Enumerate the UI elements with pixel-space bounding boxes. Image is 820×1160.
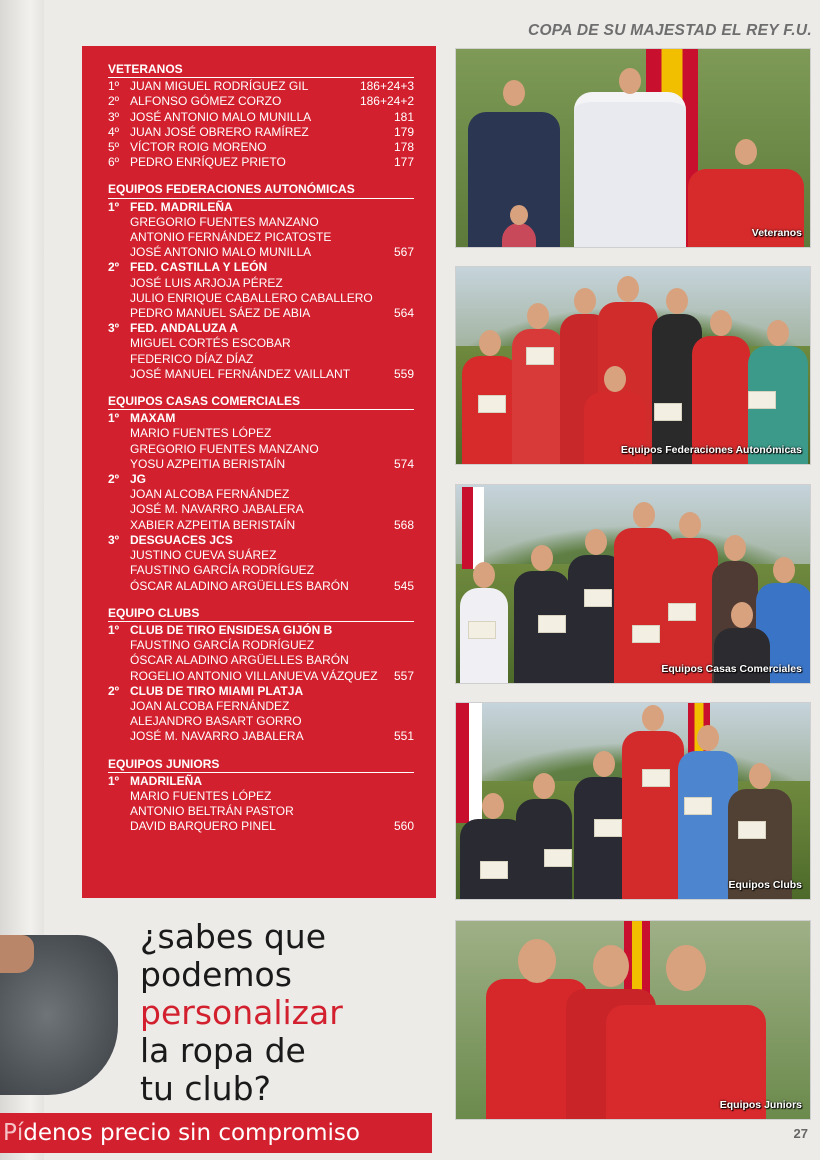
team-score: 551 [393,729,414,744]
team-member: JUSTINO CUEVA SUÁREZ [130,548,277,563]
team-name-row [108,260,414,275]
team-member-row [108,548,414,563]
team-member: PEDRO MANUEL SÁEZ DE ABIA [130,306,311,321]
result-row [108,155,414,170]
result-name-cell [108,110,311,125]
result-position: 6º [108,155,120,170]
team-member-row [108,804,414,819]
result-score: 177 [393,155,414,170]
result-score: 179 [393,124,414,139]
team-name-row [108,623,414,638]
result-score: 181 [393,109,414,124]
certificate [478,395,506,413]
team-member: GREGORIO FUENTES MANZANO [130,441,319,456]
result-name: JUAN JOSÉ OBRERO RAMÍREZ [130,124,309,139]
team-member: ÓSCAR ALADINO ARGÜELLES BARÓN [130,578,349,593]
result-name-cell [108,155,286,170]
photo-caption: Equipos Federaciones Autonómicas [620,444,802,456]
team-member-row [108,669,414,684]
section-title: EQUIPOS FEDERACIONES AUTONÓMICAS [108,182,414,198]
team-name-row [108,200,414,215]
hand-graphic [0,935,118,1095]
team-member: ANTONIO BELTRÁN PASTOR [130,804,294,819]
comerciales-section [108,394,414,594]
team-member: ANTONIO FERNÁNDEZ PICATOSTE [130,230,332,245]
result-name: PEDRO ENRÍQUEZ PRIETO [130,155,286,170]
advertisement-text [140,918,343,1108]
team-score: 574 [393,456,414,471]
team-score: 545 [393,578,414,593]
result-name-cell [108,125,309,140]
certificate [584,589,612,607]
team-member-row [108,563,414,578]
team-position: 1º [108,199,120,214]
flag-icon [456,703,482,823]
team-score: 559 [393,366,414,381]
team-member: DAVID BARQUERO PINEL [130,819,276,834]
team-member-row [108,215,414,230]
team-name-row [108,411,414,426]
team-member-row [108,367,414,382]
team-score: 568 [393,517,414,532]
team-member-row [108,276,414,291]
team-member-row [108,487,414,502]
team-member: JOAN ALCOBA FERNÁNDEZ [130,698,290,713]
team-name: FED. MADRILEÑA [130,199,233,214]
photo-juniors [455,920,811,1120]
team-member-row [108,245,414,260]
photo-caption: Veteranos [751,227,802,239]
team-member-row [108,714,414,729]
certificate [738,821,766,839]
section-title: VETERANOS [108,62,414,78]
team-member: JOAN ALCOBA FERNÁNDEZ [130,487,290,502]
ad-line: la ropa de [140,1031,306,1070]
team-name-row [108,472,414,487]
team-member-row [108,230,414,245]
team-member: FAUSTINO GARCÍA RODRÍGUEZ [130,638,315,653]
result-name: JOSÉ ANTONIO MALO MUNILLA [130,109,312,124]
ad-highlight: personalizar [140,993,343,1032]
certificate [632,625,660,643]
team-name: CLUB DE TIRO MIAMI PLATJA [130,683,304,698]
team-name: MAXAM [130,411,176,426]
team-member: JULIO ENRIQUE CABALLERO CABALLERO [130,290,373,305]
ad-line: podemos [140,955,292,994]
page-number: 27 [793,1126,808,1141]
ad-line: ¿sabes que [140,917,327,956]
certificate [642,769,670,787]
team-position: 1º [108,773,120,788]
certificate [538,615,566,633]
certificate [748,391,776,409]
result-name: JUAN MIGUEL RODRÍGUEZ GIL [130,79,309,94]
team-name-row [108,684,414,699]
team-member-row [108,426,414,441]
certificate [654,403,682,421]
team-member-row [108,291,414,306]
result-name: ALFONSO GÓMEZ CORZO [130,94,282,109]
ad-line: tu club? [140,1069,272,1108]
result-name-cell [108,79,308,94]
team-member-row [108,306,414,321]
team-member-row [108,518,414,533]
result-name-cell [108,94,281,109]
ad-banner-lead: Pí [3,1120,24,1146]
team-name: FED. ANDALUZA A [130,321,238,336]
results-panel [82,46,436,898]
team-member: FEDERICO DÍAZ DÍAZ [130,351,254,366]
team-member: MIGUEL CORTÉS ESCOBAR [130,336,291,351]
result-position: 3º [108,109,120,124]
team-score: 560 [393,819,414,834]
result-name: VÍCTOR ROIG MORENO [130,140,267,155]
section-title: EQUIPO CLUBS [108,606,414,622]
team-score: 567 [393,245,414,260]
certificate [594,819,622,837]
result-position: 5º [108,140,120,155]
result-row [108,110,414,125]
result-position: 1º [108,79,120,94]
team-member: MARIO FUENTES LÓPEZ [130,426,272,441]
photo-clubs [455,702,811,900]
section-title: EQUIPOS JUNIORS [108,757,414,773]
result-score: 178 [393,140,414,155]
team-member: ALEJANDRO BASART GORRO [130,714,302,729]
team-member: FAUSTINO GARCÍA RODRÍGUEZ [130,563,315,578]
team-position: 2º [108,260,120,275]
team-member: JOSÉ ANTONIO MALO MUNILLA [130,245,312,260]
team-member-row [108,336,414,351]
team-member: ÓSCAR ALADINO ARGÜELLES BARÓN [130,653,349,668]
photo-caption: Equipos Juniors [719,1099,802,1111]
page-header: COPA DE SU MAJESTAD EL REY F.U. [527,22,812,39]
team-member-row [108,699,414,714]
certificate [526,347,554,365]
certificate [668,603,696,621]
section-title: EQUIPOS CASAS COMERCIALES [108,394,414,410]
team-member-row [108,638,414,653]
result-row [108,125,414,140]
team-name-row [108,774,414,789]
juniors-section [108,757,414,835]
photo-comerciales [455,484,811,684]
person [574,92,686,247]
team-name: CLUB DE TIRO ENSIDESA GIJÓN B [130,622,333,637]
team-position: 2º [108,683,120,698]
team-member: JOSÉ M. NAVARRO JABALERA [130,502,304,517]
team-position: 2º [108,472,120,487]
team-member: YOSU AZPEITIA BERISTAÍN [130,456,286,471]
result-row [108,140,414,155]
team-name: MADRILEÑA [130,773,202,788]
result-score: 186+24+2 [359,94,414,109]
team-name: JG [130,472,147,487]
team-name: DESGUACES JCS [130,532,233,547]
team-member-row [108,653,414,668]
team-position: 1º [108,411,120,426]
result-position: 4º [108,124,120,139]
team-score: 564 [393,306,414,321]
team-name-row [108,533,414,548]
certificate [544,849,572,867]
photo-federaciones [455,266,811,465]
certificate [684,797,712,815]
team-member: JOSÉ M. NAVARRO JABALERA [130,729,304,744]
team-member: ROGELIO ANTONIO VILLANUEVA VÁZQUEZ [130,668,378,683]
result-score: 186+24+3 [359,79,414,94]
team-position: 3º [108,321,120,336]
team-member-row [108,789,414,804]
team-position: 3º [108,532,120,547]
ad-banner-text: denos precio sin compromiso [23,1120,360,1146]
result-name-cell [108,140,266,155]
team-name-row [108,321,414,336]
team-member-row [108,352,414,367]
team-member: MARIO FUENTES LÓPEZ [130,788,272,803]
person [622,731,684,899]
team-member-row [108,502,414,517]
result-position: 2º [108,94,120,109]
veteranos-section [108,62,414,170]
team-member-row [108,442,414,457]
team-member: GREGORIO FUENTES MANZANO [130,214,319,229]
clubs-section [108,606,414,745]
team-name: FED. CASTILLA Y LEÓN [130,260,268,275]
photo-veteranos [455,48,811,248]
team-member-row [108,819,414,834]
certificate [480,861,508,879]
photo-caption: Equipos Casas Comerciales [661,663,802,675]
team-member-row [108,579,414,594]
team-member: JOSÉ LUIS ARJOJA PÉREZ [130,275,283,290]
team-position: 1º [108,622,120,637]
photo-caption: Equipos Clubs [728,879,802,891]
result-row [108,94,414,109]
team-member-row [108,457,414,472]
certificate [468,621,496,639]
team-score: 557 [393,668,414,683]
federaciones-section [108,182,414,382]
ad-banner [0,1113,432,1153]
team-member: XABIER AZPEITIA BERISTAÍN [130,517,296,532]
team-member: JOSÉ MANUEL FERNÁNDEZ VAILLANT [130,366,351,381]
result-row [108,79,414,94]
team-member-row [108,729,414,744]
flag-icon [462,487,484,569]
